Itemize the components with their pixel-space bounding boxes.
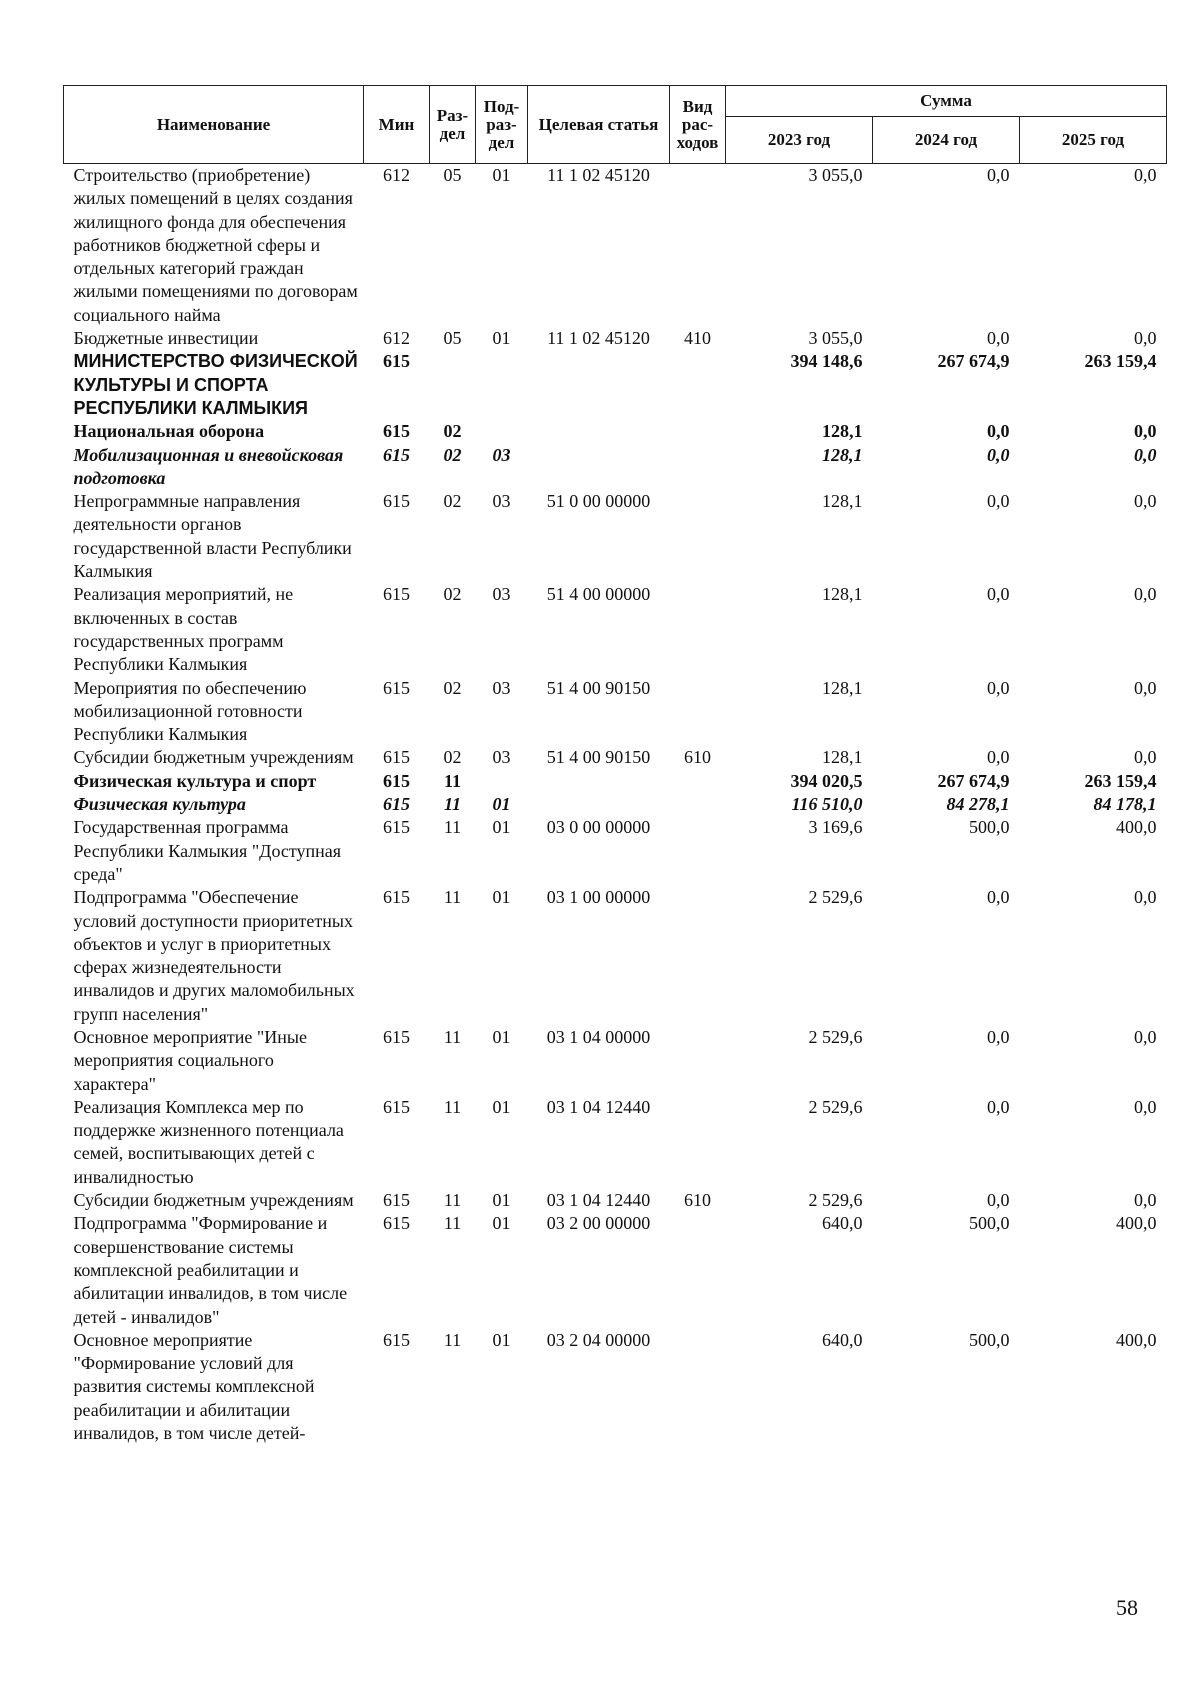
row-sum-2024: 0,0 (987, 444, 1010, 465)
row-podrazdel: 01 (492, 887, 511, 908)
row-sum-2023: 2 529,6 (808, 1190, 863, 1211)
table-row (64, 1189, 1167, 1212)
row-celevaya-statya (528, 793, 670, 816)
row-sum-2025: 0,0 (1134, 328, 1157, 349)
header-razdel: Раз-дел (430, 86, 476, 164)
row-podrazdel: 01 (492, 817, 511, 838)
row-celevaya-statya: 03 1 00 00000 (546, 887, 651, 908)
row-min: 615 (383, 794, 410, 815)
table-row (64, 583, 1167, 676)
row-vid-rashodov (670, 420, 726, 443)
row-sum-2023: 2 529,6 (808, 1096, 863, 1117)
row-razdel (430, 350, 476, 420)
row-min: 615 (383, 677, 410, 698)
row-razdel: 05 (443, 328, 462, 349)
table-row (64, 420, 1167, 443)
table-row (64, 770, 1167, 793)
row-sum-2025: 0,0 (1134, 444, 1157, 465)
table-row (64, 1212, 1167, 1328)
table-row (64, 816, 1167, 886)
row-sum-2024: 0,0 (987, 328, 1010, 349)
row-name: МИНИСТЕРСТВО ФИЗИЧЕСКОЙ КУЛЬТУРЫ И СПОРТА РЕСПУБЛИКИ КАЛМЫКИЯ (73, 351, 358, 418)
row-celevaya-statya: 03 2 00 00000 (546, 1213, 651, 1234)
row-celevaya-statya: 51 4 00 90150 (546, 677, 651, 698)
row-sum-2024: 267 674,9 (937, 770, 1010, 791)
row-sum-2025: 0,0 (1134, 491, 1157, 512)
row-sum-2024: 0,0 (987, 1096, 1010, 1117)
header-year-2024: 2024 год (873, 117, 1020, 164)
row-celevaya-statya: 51 4 00 00000 (546, 584, 651, 605)
row-min: 615 (383, 444, 410, 465)
row-vid-rashodov (670, 444, 726, 491)
row-sum-2023: 128,1 (822, 491, 863, 512)
row-sum-2023: 394 148,6 (790, 351, 863, 372)
row-min: 615 (383, 351, 410, 372)
row-razdel: 02 (443, 421, 462, 442)
row-sum-2024: 0,0 (987, 1190, 1010, 1211)
table-row (64, 793, 1167, 816)
row-vid-rashodov (670, 350, 726, 420)
row-sum-2023: 2 529,6 (808, 887, 863, 908)
row-sum-2025: 263 159,4 (1084, 770, 1157, 791)
row-min: 612 (383, 328, 410, 349)
row-razdel: 02 (443, 747, 462, 768)
row-sum-2024: 0,0 (987, 887, 1010, 908)
row-vid-rashodov (670, 164, 726, 328)
row-sum-2023: 128,1 (822, 421, 863, 442)
row-vid-rashodov (670, 490, 726, 583)
row-sum-2025: 0,0 (1134, 1096, 1157, 1117)
row-min: 615 (383, 1329, 410, 1350)
row-podrazdel: 03 (492, 747, 511, 768)
row-sum-2024: 500,0 (969, 1213, 1010, 1234)
row-sum-2025: 0,0 (1134, 584, 1157, 605)
row-sum-2024: 0,0 (987, 677, 1010, 698)
row-podrazdel: 01 (492, 328, 511, 349)
row-celevaya-statya: 03 1 04 12440 (546, 1190, 651, 1211)
row-razdel: 11 (443, 794, 461, 815)
row-name: Непрограммные направления деятельности органов государственной власти Республики Калмыкия (73, 491, 352, 582)
row-vid-rashodov (670, 886, 726, 1026)
row-podrazdel: 03 (492, 584, 511, 605)
row-name: Бюджетные инвестиции (73, 328, 259, 349)
table-row (64, 1096, 1167, 1189)
row-vid-rashodov (670, 793, 726, 816)
row-sum-2023: 394 020,5 (790, 770, 863, 791)
row-sum-2023: 640,0 (822, 1213, 863, 1234)
table-row (64, 164, 1167, 328)
row-min: 615 (383, 584, 410, 605)
row-sum-2025: 0,0 (1134, 887, 1157, 908)
row-sum-2023: 128,1 (822, 444, 863, 465)
row-razdel: 11 (443, 1213, 462, 1234)
row-vid-rashodov (670, 1329, 726, 1445)
row-celevaya-statya: 51 0 00 00000 (546, 491, 651, 512)
row-vid-rashodov (670, 1026, 726, 1096)
row-podrazdel: 01 (492, 1213, 511, 1234)
row-sum-2024: 500,0 (969, 817, 1010, 838)
row-min: 615 (383, 887, 410, 908)
table-row (64, 327, 1167, 350)
row-celevaya-statya: 03 1 04 00000 (546, 1026, 651, 1047)
row-podrazdel (476, 770, 528, 793)
row-vid-rashodov (670, 816, 726, 886)
row-sum-2025: 400,0 (1116, 1329, 1157, 1350)
table-row (64, 1026, 1167, 1096)
row-podrazdel (476, 420, 528, 443)
row-name: Строительство (приобретение) жилых помещений в целях создания жилищного фонда для обеспечения работников бюджетной сферы и отдельных категорий граждан жилыми помещениями по договорам социального найма (73, 165, 358, 325)
header-summa: Сумма (726, 86, 1167, 117)
row-sum-2025: 84 178,1 (1093, 794, 1157, 815)
row-min: 615 (383, 817, 410, 838)
row-sum-2024: 0,0 (987, 165, 1010, 185)
row-vid-rashodov (670, 1212, 726, 1328)
row-celevaya-statya: 03 0 00 00000 (546, 817, 651, 838)
row-celevaya-statya (528, 420, 670, 443)
row-name: Мобилизационная и вневойсковая подготовка (73, 444, 344, 488)
row-sum-2024: 267 674,9 (937, 351, 1010, 372)
header-podrazdel: Под-раз-дел (476, 86, 528, 164)
row-sum-2024: 500,0 (969, 1329, 1010, 1350)
row-celevaya-statya: 51 4 00 90150 (546, 747, 651, 768)
row-razdel: 05 (443, 165, 462, 185)
row-sum-2024: 84 278,1 (946, 794, 1010, 815)
row-sum-2023: 3 055,0 (808, 165, 863, 185)
row-vid-rashodov: 610 (684, 1190, 711, 1211)
row-sum-2025: 0,0 (1134, 1026, 1157, 1047)
row-sum-2023: 3 055,0 (808, 328, 863, 349)
row-sum-2023: 128,1 (822, 747, 863, 768)
row-podrazdel: 03 (492, 444, 511, 465)
row-sum-2023: 3 169,6 (808, 817, 863, 838)
row-min: 615 (383, 1096, 410, 1117)
row-vid-rashodov: 610 (684, 747, 711, 768)
row-celevaya-statya (528, 770, 670, 793)
row-sum-2025: 400,0 (1116, 1213, 1157, 1234)
row-sum-2025: 0,0 (1134, 747, 1157, 768)
row-vid-rashodov (670, 1096, 726, 1189)
row-name: Субсидии бюджетным учреждениям (73, 1190, 354, 1211)
row-podrazdel: 01 (492, 794, 511, 815)
row-sum-2023: 640,0 (822, 1329, 863, 1350)
row-celevaya-statya: 03 2 04 00000 (546, 1329, 651, 1350)
row-podrazdel: 01 (492, 165, 511, 185)
header-celevaya-statya: Целевая статья (528, 86, 670, 164)
row-celevaya-statya: 11 1 02 45120 (547, 165, 650, 185)
row-name: Реализация мероприятий, не включенных в состав государственных программ Республики Калмыкия (73, 584, 294, 675)
row-sum-2025: 400,0 (1116, 817, 1157, 838)
budget-table (63, 85, 1167, 1445)
row-sum-2024: 0,0 (987, 421, 1010, 442)
header-year-2025: 2025 год (1020, 117, 1167, 164)
row-razdel: 11 (443, 1190, 462, 1211)
row-name: Физическая культура и спорт (73, 770, 317, 791)
row-celevaya-statya (528, 350, 670, 420)
row-min: 615 (383, 770, 410, 791)
row-razdel: 11 (443, 817, 462, 838)
header-year-2023: 2023 год (726, 117, 873, 164)
row-min: 615 (383, 1213, 410, 1234)
row-vid-rashodov (670, 770, 726, 793)
row-razdel: 11 (443, 887, 462, 908)
row-min: 612 (383, 165, 410, 185)
row-sum-2024: 0,0 (987, 747, 1010, 768)
row-name: Государственная программа Республики Калмыкия "Доступная среда" (73, 817, 342, 884)
row-min: 615 (383, 1190, 410, 1211)
row-name: Основное мероприятие "Формирование условий для развития системы комплексной реабилитации и абилитации инвалидов, в том числе детей- (73, 1329, 315, 1444)
table-body (64, 164, 1167, 1446)
row-name: Реализация Комплекса мер по поддержке жизненного потенциала семей, воспитывающих детей с инвалидностью (73, 1096, 344, 1187)
row-razdel: 11 (443, 770, 461, 791)
header-name: Наименование (64, 86, 364, 164)
row-razdel: 02 (443, 677, 462, 698)
row-razdel: 02 (443, 444, 462, 465)
row-vid-rashodov (670, 583, 726, 676)
row-vid-rashodov (670, 677, 726, 747)
row-podrazdel (476, 350, 528, 420)
row-name: Подпрограмма "Обеспечение условий доступности приоритетных объектов и услуг в приоритетных сферах жизнедеятельности инвалидов и других маломобильных групп населения" (73, 887, 355, 1024)
header-min: Мин (364, 86, 430, 164)
row-sum-2025: 0,0 (1134, 677, 1157, 698)
row-sum-2024: 0,0 (987, 584, 1010, 605)
row-name: Национальная оборона (73, 421, 265, 442)
row-razdel: 11 (443, 1096, 462, 1117)
row-vid-rashodov: 410 (684, 328, 711, 349)
row-name: Субсидии бюджетным учреждениям (73, 747, 354, 768)
page-number: 58 (1116, 1595, 1138, 1620)
table-row (64, 444, 1167, 491)
table-row (64, 350, 1167, 420)
row-podrazdel: 01 (492, 1329, 511, 1350)
row-min: 615 (383, 1026, 410, 1047)
row-name: Основное мероприятие "Иные мероприятия социального характера" (73, 1026, 307, 1094)
row-sum-2025: 0,0 (1134, 165, 1157, 185)
row-min: 615 (383, 421, 410, 442)
row-min: 615 (383, 491, 410, 512)
table-row (64, 677, 1167, 747)
row-podrazdel: 01 (492, 1026, 511, 1047)
row-podrazdel: 03 (492, 491, 511, 512)
row-podrazdel: 03 (492, 677, 511, 698)
row-name: Подпрограмма "Формирование и совершенствование системы комплексной реабилитации и абилитации инвалидов, в том числе детей - инвалидов" (73, 1213, 348, 1327)
row-sum-2024: 0,0 (987, 1026, 1010, 1047)
row-name: Физическая культура (73, 794, 246, 815)
table-header (64, 86, 1167, 164)
row-razdel: 02 (443, 491, 462, 512)
row-podrazdel: 01 (492, 1190, 511, 1211)
row-razdel: 11 (443, 1329, 462, 1350)
table-row (64, 1329, 1167, 1445)
row-sum-2023: 2 529,6 (808, 1026, 863, 1047)
row-min: 615 (383, 747, 410, 768)
row-celevaya-statya: 11 1 02 45120 (547, 328, 650, 349)
row-sum-2023: 116 510,0 (791, 794, 863, 815)
row-sum-2024: 0,0 (987, 491, 1010, 512)
row-celevaya-statya (528, 444, 670, 491)
row-sum-2025: 263 159,4 (1084, 351, 1157, 372)
row-name: Мероприятия по обеспечению мобилизационной готовности Республики Калмыкия (73, 677, 307, 745)
table-row (64, 886, 1167, 1026)
table-row (64, 746, 1167, 769)
row-razdel: 11 (443, 1026, 462, 1047)
row-sum-2025: 0,0 (1134, 1190, 1157, 1211)
row-podrazdel: 01 (492, 1096, 511, 1117)
row-sum-2023: 128,1 (822, 677, 863, 698)
row-razdel: 02 (443, 584, 462, 605)
header-vid-rashodov: Вид рас-ходов (670, 86, 726, 164)
row-celevaya-statya: 03 1 04 12440 (546, 1096, 651, 1117)
row-sum-2025: 0,0 (1134, 421, 1157, 442)
table-row (64, 490, 1167, 583)
row-sum-2023: 128,1 (822, 584, 863, 605)
